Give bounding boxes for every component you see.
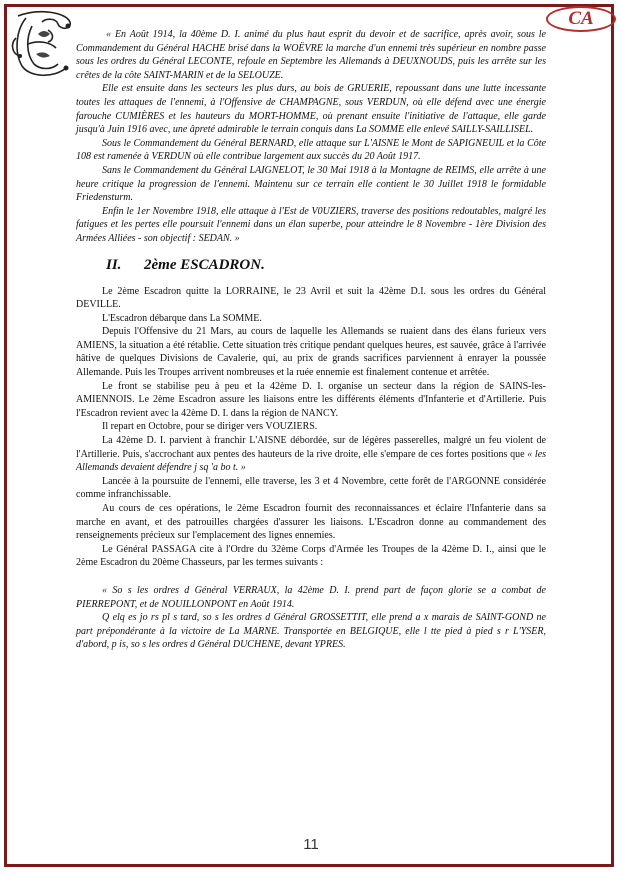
quote-paragraph: Sans le Commandement du Général LAIGNELOT, le 30 Mai 1918 à la Montagne de REIMS, elle arrête à une heure critique la progression de l'ennemi. Maintenu sur ce terrain elle contient le 30 Juillet 1918 le formidable Friedensturm. [76,164,546,204]
quote-paragraph: « En Août 1914, la 40ème D. I. animé du plus haut esprit du devoir et de sacrifice, après avoir, sous le Commandement du Général HACHE brisé dans la WOËVRE la marche d'un ennemi très supérieur en nombre passe sous les ordres du Général LECONTE, refoule en Septembre les Allemands à DEUXNOUDS, puis les arrête sur les crêtes de la côte SAINT-MARIN et de la SELOUZE. [76,29,546,81]
ca-logo: CA [546,6,616,32]
body-paragraph-text: La 42ème D. I. parvient à franchir L'AISNE débordée, sur de légères passerelles, malgré un feu violent de l'Artillerie. Puis, s'accrochant aux pentes des hauteurs de la rive droite, elle s'empare de ces fortes positions que [76,435,546,460]
corps-citation-quote [76,584,546,652]
ornamental-letter-e-icon [8,8,78,80]
section-body [76,285,546,570]
body-paragraph: Il repart en Octobre, pour se diriger vers VOUZIERS. [102,421,318,433]
body-paragraph: Au cours de ces opérations, le 2ème Escadron fournit des reconnaissances et éclaire l'Infanterie dans sa marche en avant, et des patrouilles chargées d'assurer les liaisons. L'Escadron donne au commandement des renseignements précieux sur l'emplacement des lignes ennemies. [76,503,546,542]
body-paragraph [76,434,546,475]
body-paragraph: Depuis l'Offensive du 21 Mars, au cours de laquelle les Allemands se ruaient dans des élans furieux vers AMIENS, la situation a été rétablie. Cette situation très critique pendant quelques heures, est sauvée, grâce à l'arrivée hâtive de quelques Divisions de Cavalerie, qui, au prix de grands sacrifices parviennent à enrayer la poussée Allemande. Puis les Troupes arrivent nombreuses et la ruée ennemie est finalement contenue et arrêtée. [76,326,546,379]
section-title-text: 2ème ESCADRON. [144,256,265,273]
page-number: 11 [303,836,319,853]
body-paragraph: Le Général PASSAGA cite à l'Ordre du 32ème Corps d'Armée les Troupes de la 42ème D. I., ainsi que le 2ème Escadron du 20ème Chasseurs, par les termes suivants : [76,543,546,569]
body-paragraph: L'Escadron débarque dans La SOMME. [102,312,262,324]
body-paragraph: Lancée à la poursuite de l'ennemi, elle traverse, les 3 et 4 Novembre, cette forêt de l'ARGONNE considérée comme infranchissable. [76,475,546,501]
section-number: II. [106,256,122,273]
body-paragraph: Le front se stabilise peu à peu et la 42ème D. I. organise un secteur dans la région de SAINS-les-AMIENNOIS. Le 2ème Escadron assure les liaisons entre les différents éléments d'Infanterie et d'Artillerie. Puis l'Escadron revient avec la 42ème D. I. dans la région de NANCY. [76,380,546,419]
inline-quote: « les Allemands devaient défendre j sq 'a bo t. » [76,448,547,474]
quote-paragraph: Sous le Commandement du Général BERNARD, elle attaque sur L'AISNE le Mont de SAPIGNEUIL et la Côte 108 est ramenée à VERDUN où elle contribue largement aux succès du 20 Août 1917. [76,137,546,163]
section-heading [106,256,546,274]
page-content [76,28,546,652]
citation-paragraph: « So s les ordres d Général VERRAUX, la 42ème D. I. prend part de façon glorie se a combat de PIERREPONT, et de NOUILLONPONT en Août 1914. [76,584,546,610]
division-citation-quote [76,28,546,246]
quote-paragraph: Elle est ensuite dans les secteurs les plus durs, au bois de GRUERIE, repoussant dans une lutte incessante toutes les attaques de l'ennemi, à l'Offensive de CHAMPAGNE, sous VERDUN, où elle défend avec une énergie farouche CUMIÈRES et les hauteurs du MORT-HOMME, où prenant ensuite l'initiative de l'attaque, elle garde jusqu'à Juin 1916 avec, une âpreté admirable le terrain conquis dans La SOMME elle enlevé SAILLY-SAILLISEL. [76,83,546,136]
citation-paragraph: Q elq es jo rs pl s tard, so s les ordres d Général GROSSETTIT, elle prend a x marais de SAINT-GOND ne part prépondérante à la victoire de La MARNE. Transportée en BELGIQUE, elle l tte pied à pied s r L'YSER, d'abord, p is, so s les ordres d Général DUCHENE, devant YPRES. [76,612,546,651]
body-paragraph: Le 2ème Escadron quitte la LORRAINE, le 23 Avril et suit la 42ème D.I. sous les ordres du Général DEVILLE. [76,285,546,311]
quote-paragraph: Enfin le 1er Novembre 1918, elle attaque à l'Est de V0UZIERS, traverse des positions redoutables, malgré les fatigues et les pertes elle poursuit l'ennemi dans un élan superbe, pour atteindre le 8 Novembre - 1ère Division des Armées Alliées - son objectif : SEDAN. » [76,205,546,244]
